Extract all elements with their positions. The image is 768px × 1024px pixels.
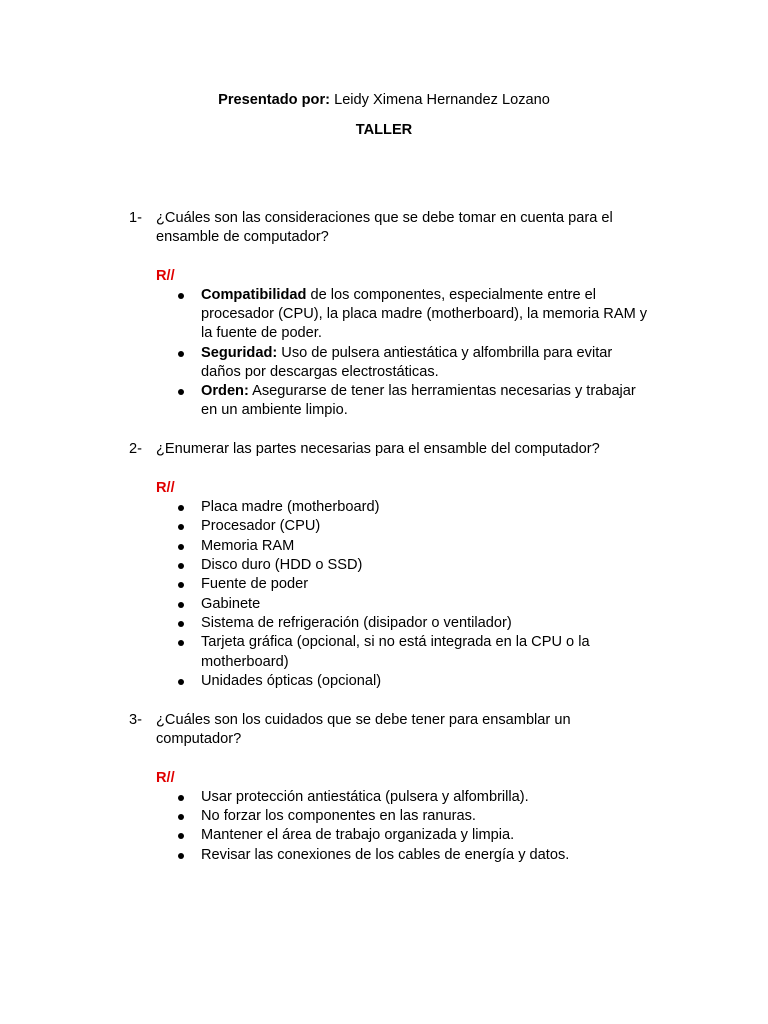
bullet-icon	[178, 524, 184, 530]
list-item	[201, 286, 596, 305]
bullet-icon	[178, 544, 184, 550]
bullet-icon	[178, 505, 184, 511]
list-item: Placa madre (motherboard)	[201, 499, 380, 515]
list-item: No forzar los componentes en las ranuras.	[201, 808, 476, 824]
list-item-continuation: motherboard)	[201, 654, 289, 670]
item-lead: Seguridad:	[201, 345, 278, 361]
bullet-icon	[178, 833, 184, 839]
answer-marker-2: R//	[156, 480, 175, 496]
item-text: de los componentes, especialmente entre el	[306, 287, 597, 303]
list-item: Gabinete	[201, 596, 261, 612]
bullet-icon	[178, 563, 184, 569]
question-3-text-line-1: ¿Cuáles son los cuidados que se debe tener para ensamblar un	[156, 712, 571, 728]
item-text: Uso de pulsera antiestática y alfombrilla para evitar	[277, 345, 613, 361]
bullet-icon	[178, 351, 184, 357]
question-1-text-line-2: ensamble de computador?	[156, 229, 329, 245]
bullet-icon	[178, 814, 184, 820]
list-item: Procesador (CPU)	[201, 518, 321, 534]
list-item: Sistema de refrigeración (disipador o ventilador)	[201, 615, 512, 631]
list-item: Revisar las conexiones de los cables de energía y datos.	[201, 847, 570, 863]
question-1-text-line-1: ¿Cuáles son las consideraciones que se debe tomar en cuenta para el	[156, 210, 613, 226]
list-item: Fuente de poder	[201, 576, 309, 592]
bullet-icon	[178, 621, 184, 627]
document-title: TALLER	[355, 122, 413, 138]
list-item: Usar protección antiestática (pulsera y alfombrilla).	[201, 789, 529, 805]
list-item: Disco duro (HDD o SSD)	[201, 557, 363, 573]
list-item: Mantener el área de trabajo organizada y limpia.	[201, 827, 515, 843]
list-item: Unidades ópticas (opcional)	[201, 673, 382, 689]
list-item-continuation: daños por descargas electrostáticas.	[201, 364, 439, 380]
bullet-icon	[178, 602, 184, 608]
list-item-continuation: en un ambiente limpio.	[201, 402, 348, 418]
list-item: Tarjeta gráfica (opcional, si no está integrada en la CPU o la	[201, 634, 590, 650]
question-number-1: 1-	[129, 210, 142, 226]
bullet-icon	[178, 582, 184, 588]
item-lead: Compatibilidad	[201, 287, 307, 303]
presented-by-line	[0, 91, 768, 110]
answer-marker-3: R//	[156, 770, 175, 786]
question-2-text-line-1: ¿Enumerar las partes necesarias para el ensamble del computador?	[156, 441, 600, 457]
item-text: Asegurarse de tener las herramientas necesarias y trabajar	[248, 383, 636, 399]
question-number-3: 3-	[129, 712, 142, 728]
presented-by-label: Presentado por:	[218, 92, 331, 108]
bullet-icon	[178, 640, 184, 646]
presented-by-name: Leidy Ximena Hernandez Lozano	[334, 92, 550, 108]
answer-marker-1: R//	[156, 268, 175, 284]
bullet-icon	[178, 853, 184, 859]
list-item	[201, 344, 612, 363]
bullet-icon	[178, 679, 184, 685]
bullet-icon	[178, 293, 184, 299]
list-item	[201, 382, 636, 401]
item-lead: Orden:	[201, 383, 249, 399]
list-item-continuation: procesador (CPU), la placa madre (motherboard), la memoria RAM y	[201, 306, 648, 322]
bullet-icon	[178, 389, 184, 395]
question-3-text-line-2: computador?	[156, 731, 242, 747]
bullet-icon	[178, 795, 184, 801]
list-item-continuation: la fuente de poder.	[201, 325, 322, 341]
question-number-2: 2-	[129, 441, 142, 457]
list-item: Memoria RAM	[201, 538, 295, 554]
